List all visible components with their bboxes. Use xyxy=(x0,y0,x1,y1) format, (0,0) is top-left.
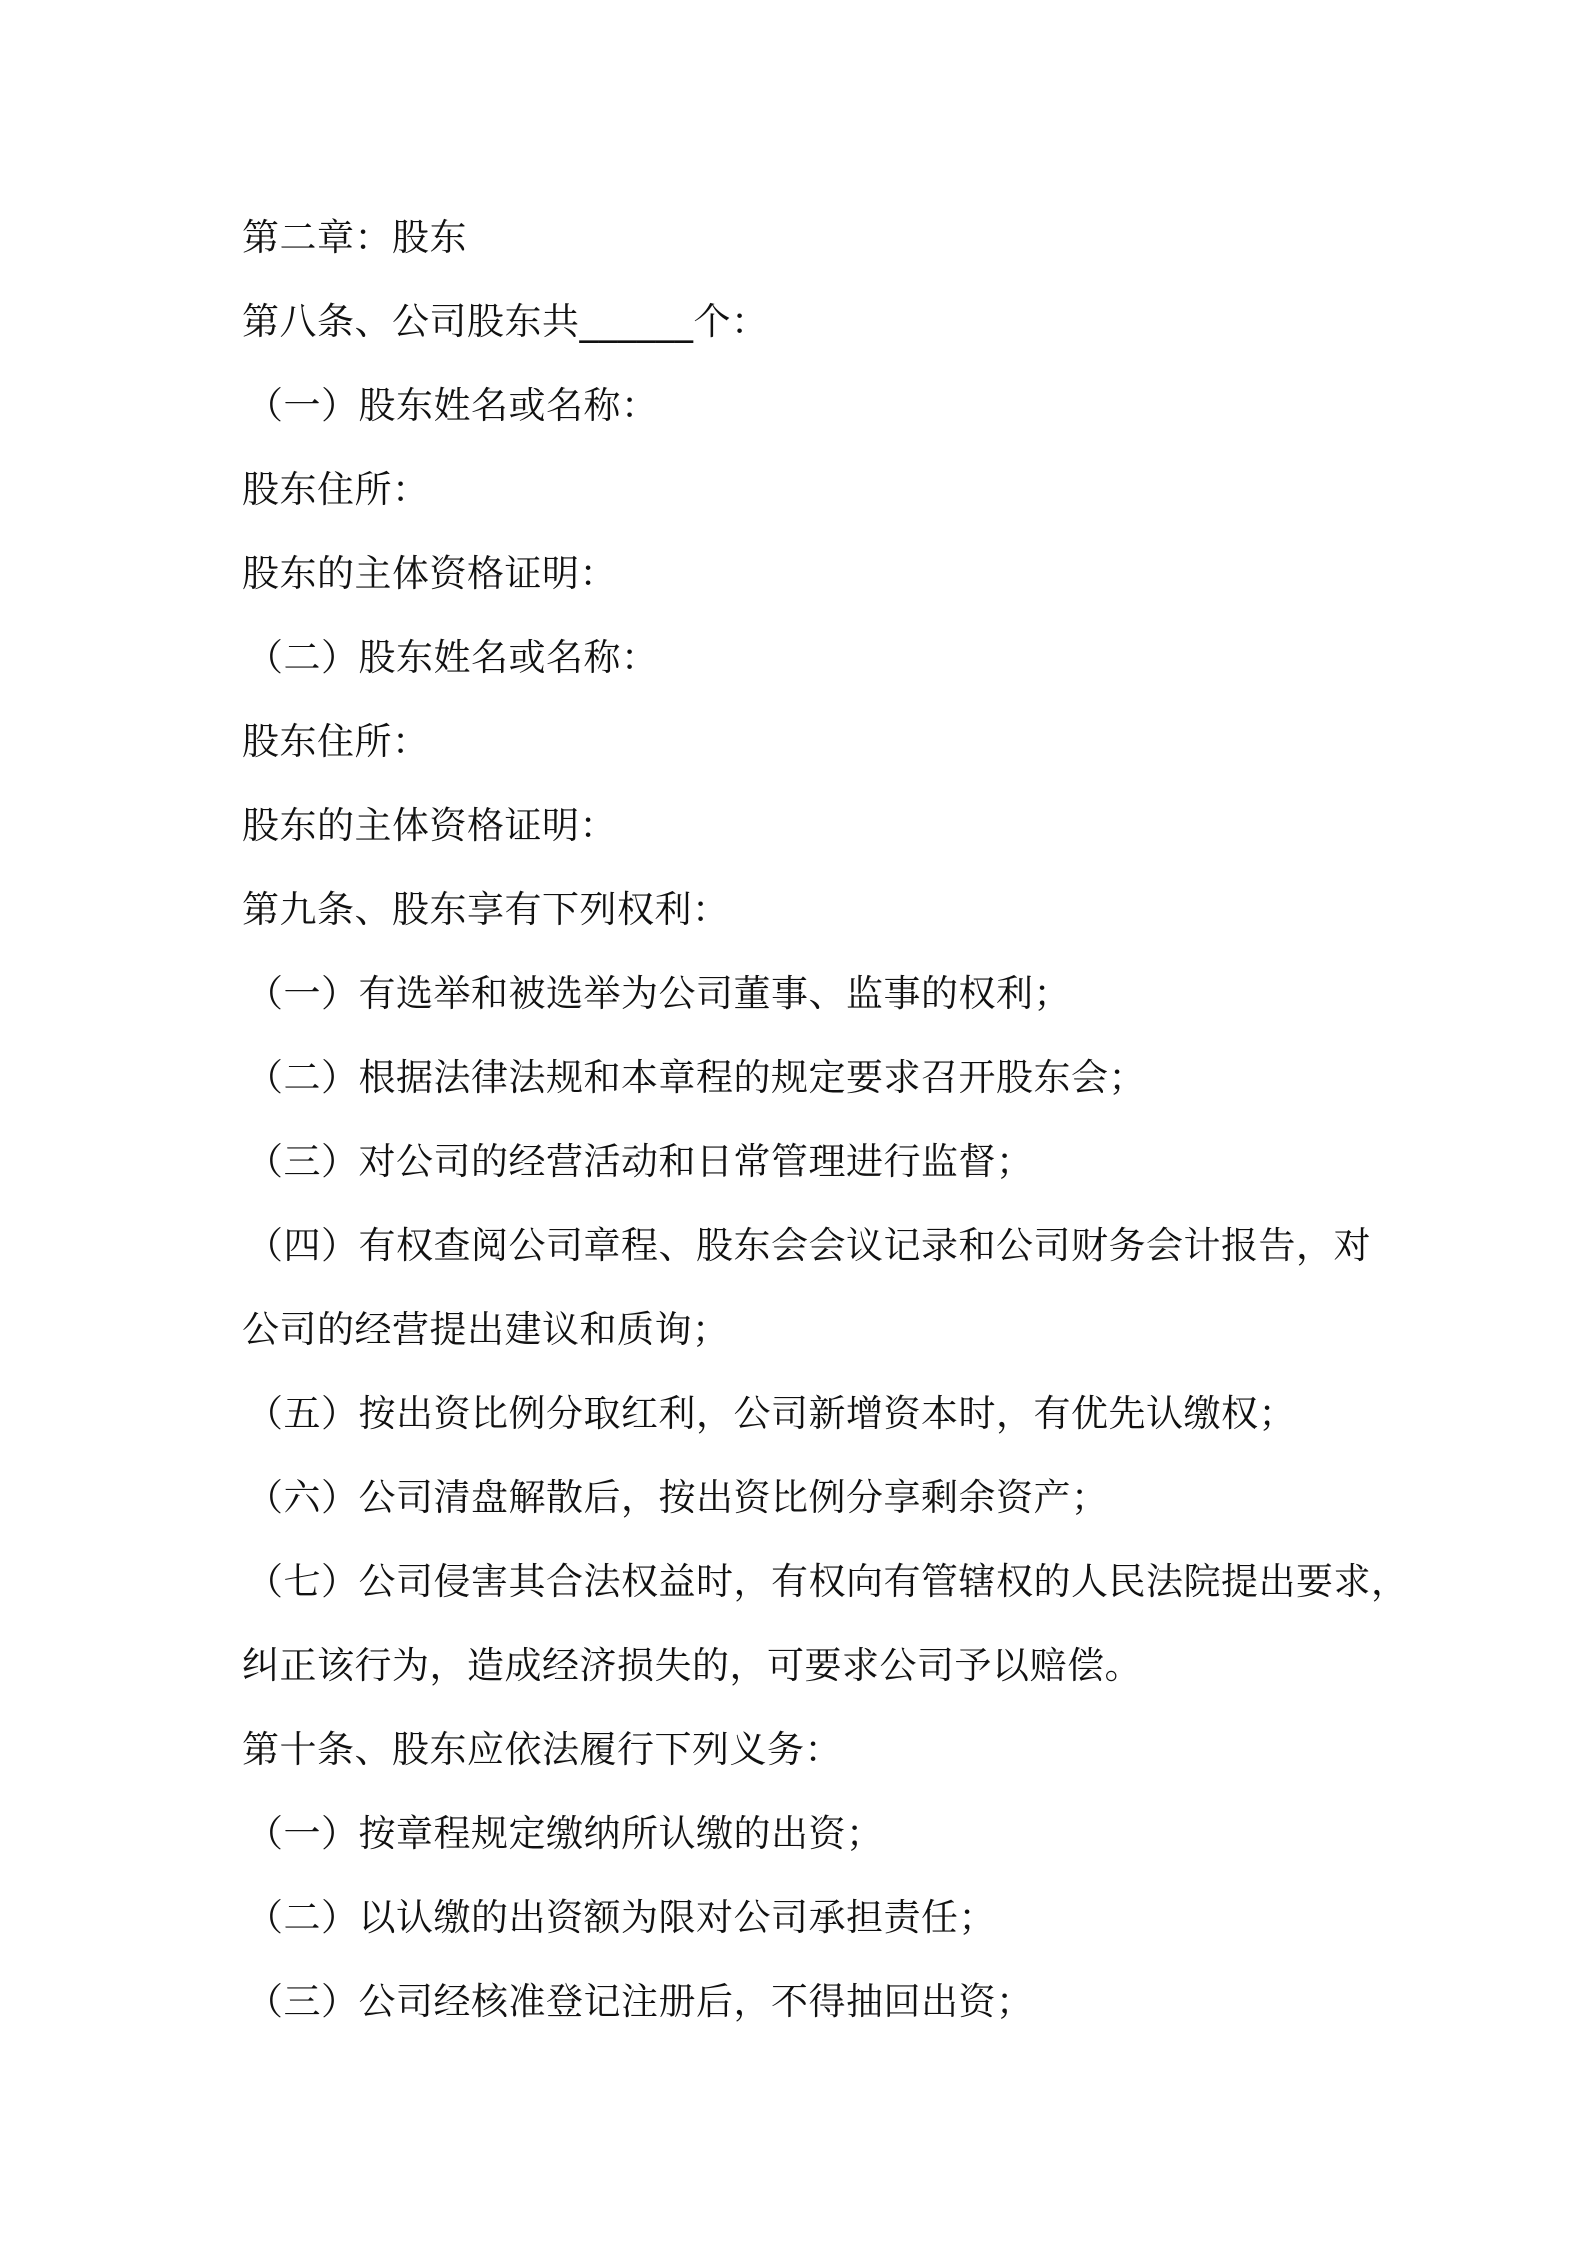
right-item: （四）有权查阅公司章程、股东会会议记录和公司财务会计报告，对 xyxy=(246,1224,1371,1267)
obligation-item: （一）按章程规定缴纳所认缴的出资； xyxy=(246,1812,884,1855)
right-item: （三）对公司的经营活动和日常管理进行监督； xyxy=(246,1140,1034,1183)
shareholder-2-qualification-label: 股东的主体资格证明： xyxy=(242,804,617,847)
shareholder-2-name-label: （二）股东姓名或名称： xyxy=(246,636,659,679)
right-item-continuation: 纠正该行为，造成经济损失的，可要求公司予以赔偿。 xyxy=(242,1644,1142,1687)
shareholder-1-name-label: （一）股东姓名或名称： xyxy=(246,384,659,427)
shareholder-1-qualification-label: 股东的主体资格证明： xyxy=(242,552,617,595)
shareholder-1-address-label: 股东住所： xyxy=(242,468,430,511)
right-item: （六）公司清盘解散后，按出资比例分享剩余资产； xyxy=(246,1476,1109,1519)
shareholder-2-address-label: 股东住所： xyxy=(242,720,430,763)
right-item: （七）公司侵害其合法权益时，有权向有管辖权的人民法院提出要求， xyxy=(246,1560,1409,1603)
obligation-item: （二）以认缴的出资额为限对公司承担责任； xyxy=(246,1896,996,1939)
right-item: （二）根据法律法规和本章程的规定要求召开股东会； xyxy=(246,1056,1146,1099)
article-8-heading: 第八条、公司股东共______个： xyxy=(242,300,769,343)
obligation-item: （三）公司经核准登记注册后，不得抽回出资； xyxy=(246,1980,1034,2023)
article-9-heading: 第九条、股东享有下列权利： xyxy=(242,888,730,931)
document-body xyxy=(242,196,1409,2044)
right-item-continuation: 公司的经营提出建议和质询； xyxy=(242,1308,730,1351)
right-item: （一）有选举和被选举为公司董事、监事的权利； xyxy=(246,972,1071,1015)
chapter-title: 第二章：股东 xyxy=(242,216,467,259)
right-item: （五）按出资比例分取红利，公司新增资本时，有优先认缴权； xyxy=(246,1392,1296,1435)
article-10-heading: 第十条、股东应依法履行下列义务： xyxy=(242,1728,842,1771)
